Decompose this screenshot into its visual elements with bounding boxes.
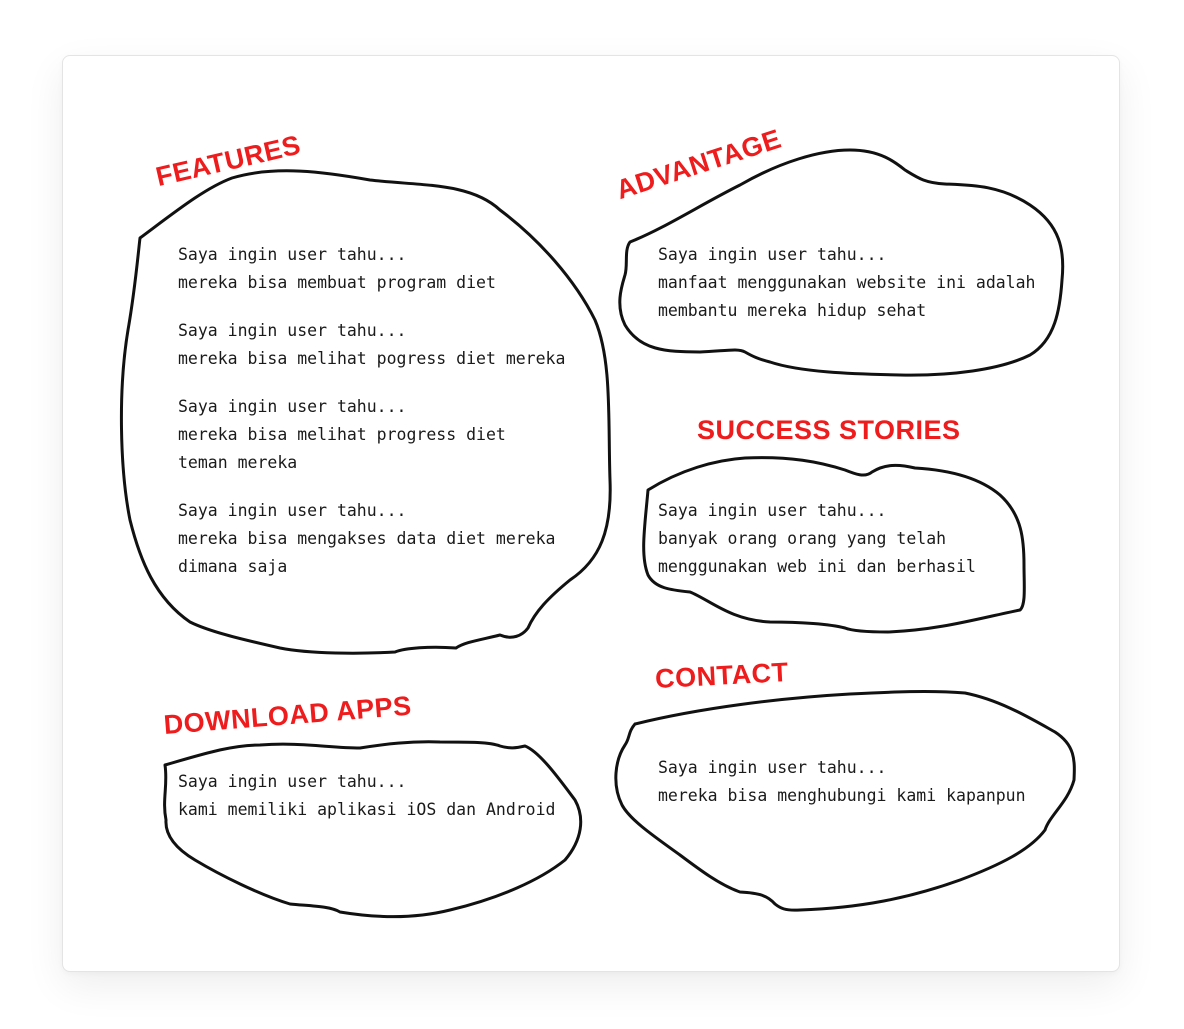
contact-heading: CONTACT [654, 657, 790, 695]
success-stories-notes [658, 497, 976, 581]
features-note-2 [178, 317, 565, 373]
note-line: membantu mereka hidup sehat [658, 301, 927, 320]
advantage-note-1 [658, 241, 1036, 325]
note-line: Saya ingin user tahu... [178, 397, 407, 416]
note-line: Saya ingin user tahu... [178, 501, 407, 520]
features-note-4 [178, 497, 565, 581]
note-line: teman mereka [178, 453, 298, 472]
note-line: Saya ingin user tahu... [178, 321, 407, 340]
note-line: mereka bisa melihat pogress diet mereka [178, 349, 566, 368]
note-line: Saya ingin user tahu... [658, 245, 887, 264]
contact-note-1 [658, 754, 1026, 810]
note-line: Saya ingin user tahu... [658, 758, 887, 777]
success-stories-heading: SUCCESS STORIES [697, 415, 961, 445]
features-note-1 [178, 241, 565, 297]
note-line: kami memiliki aplikasi iOS dan Android [178, 800, 556, 819]
note-line: manfaat menggunakan website ini adalah [658, 273, 1036, 292]
note-line: mereka bisa mengakses data diet mereka [178, 529, 556, 548]
note-line: mereka bisa menghubungi kami kapanpun [658, 786, 1026, 805]
note-line: Saya ingin user tahu... [658, 501, 887, 520]
download-apps-note-1 [178, 768, 556, 824]
note-line: dimana saja [178, 557, 288, 576]
note-line: Saya ingin user tahu... [178, 245, 407, 264]
note-line: mereka bisa membuat program diet [178, 273, 496, 292]
note-line: banyak orang orang yang telah [658, 529, 947, 548]
note-line: mereka bisa melihat progress diet [178, 425, 506, 444]
features-note-3 [178, 393, 565, 477]
contact-notes [658, 754, 1026, 810]
note-line: menggunakan web ini dan berhasil [658, 557, 976, 576]
features-heading: FEATURES [153, 129, 304, 193]
advantage-heading: ADVANTAGE [612, 123, 785, 206]
advantage-notes [658, 241, 1036, 325]
download-apps-heading: DOWNLOAD APPS [162, 690, 413, 741]
success-stories-note-1 [658, 497, 976, 581]
features-notes [178, 241, 565, 581]
note-line: Saya ingin user tahu... [178, 772, 407, 791]
download-apps-notes [178, 768, 556, 824]
